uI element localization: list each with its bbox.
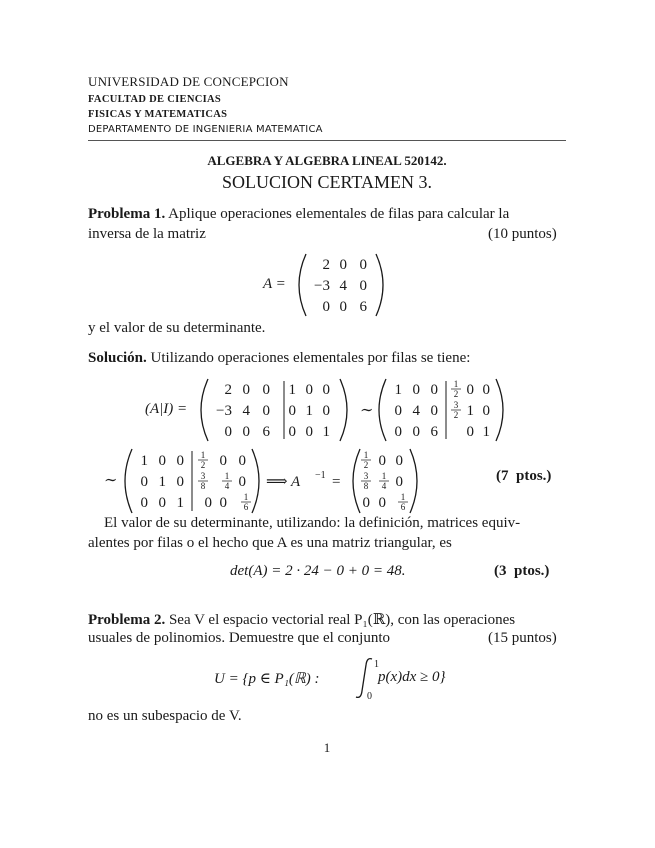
svg-text:2: 2 xyxy=(453,410,459,420)
svg-text:0: 0 xyxy=(482,403,490,419)
solution-label: Solución. xyxy=(88,350,147,366)
problem2-text: Sea V el espacio vectorial real P₁(ℝ), con las operaciones xyxy=(168,612,516,628)
integral-lower: 0 xyxy=(367,691,372,701)
svg-text:0: 0 xyxy=(362,495,370,511)
svg-text:1: 1 xyxy=(363,450,369,460)
svg-text:0: 0 xyxy=(394,403,402,419)
svg-text:0: 0 xyxy=(466,382,474,398)
implies-a: ⟹ A xyxy=(266,474,301,490)
problem2-points: (15 puntos) xyxy=(488,630,557,646)
svg-text:0: 0 xyxy=(378,495,386,511)
svg-text:3: 3 xyxy=(453,400,459,410)
svg-text:0: 0 xyxy=(262,382,270,398)
matrix-a-svg xyxy=(250,250,400,320)
svg-text:6: 6 xyxy=(262,424,270,440)
tilde-symbol: ∼ xyxy=(360,402,374,419)
svg-text:1: 1 xyxy=(224,471,230,481)
svg-text:1: 1 xyxy=(243,492,249,502)
problem1-line2: inversa de la matriz xyxy=(88,226,206,242)
set-right: p(x)dx ≥ 0} xyxy=(378,669,446,685)
augmented-row2-svg xyxy=(100,445,430,517)
aug2-left-paren xyxy=(379,379,386,441)
svg-text:4: 4 xyxy=(381,481,387,491)
problem1-points: (10 puntos) xyxy=(488,226,557,242)
svg-text:6: 6 xyxy=(430,424,438,440)
svg-text:0: 0 xyxy=(430,403,438,419)
svg-text:0: 0 xyxy=(176,453,184,469)
problem2-line1 xyxy=(88,610,515,629)
det-formula: det(A) = 2 · 24 − 0 + 0 = 48. xyxy=(230,563,406,579)
svg-text:0: 0 xyxy=(158,495,166,511)
svg-text:1: 1 xyxy=(200,450,206,460)
svg-text:0: 0 xyxy=(482,382,490,398)
det-points xyxy=(494,563,549,580)
matrix-a-label: A = xyxy=(263,276,286,292)
svg-text:0: 0 xyxy=(322,382,330,398)
page-number: 1 xyxy=(323,740,331,755)
problem2-after: no es un subespacio de V. xyxy=(88,708,242,724)
svg-text:1: 1 xyxy=(158,474,166,490)
svg-text:0: 0 xyxy=(395,453,403,469)
svg-text:0: 0 xyxy=(238,453,246,469)
svg-text:0: 0 xyxy=(219,495,227,511)
solution-text: Utilizando operaciones elementales por filas se tiene: xyxy=(150,350,471,366)
det-line1: El valor de su determinante, utilizando: la definición, matrices equiv- xyxy=(104,515,521,531)
equals-sign: = xyxy=(332,474,341,490)
svg-text:2: 2 xyxy=(363,460,369,470)
svg-text:1: 1 xyxy=(400,492,406,502)
svg-text:0: 0 xyxy=(262,403,270,419)
aug1-left-paren xyxy=(201,379,208,441)
svg-text:0: 0 xyxy=(140,495,148,511)
svg-text:0: 0 xyxy=(305,424,313,440)
svg-text:−3: −3 xyxy=(216,403,232,419)
svg-text:1: 1 xyxy=(482,424,490,440)
svg-text:0: 0 xyxy=(158,453,166,469)
svg-text:0: 0 xyxy=(288,424,296,440)
svg-text:0: 0 xyxy=(288,403,296,419)
svg-text:4: 4 xyxy=(412,403,420,419)
svg-text:0: 0 xyxy=(238,474,246,490)
problem1-line1 xyxy=(88,206,509,223)
augmented-row1-svg xyxy=(140,375,510,445)
points-word: ptos.) xyxy=(516,468,552,484)
faculty-name: FACULTAD DE CIENCIAS xyxy=(88,94,221,105)
svg-text:0: 0 xyxy=(219,453,227,469)
svg-text:3: 3 xyxy=(200,471,206,481)
set-left: U = {p ∈ P₁(ℝ) : xyxy=(214,671,320,687)
matrix-a-cell: 4 xyxy=(339,278,347,294)
inverse-right-paren xyxy=(410,449,417,513)
svg-text:3: 3 xyxy=(363,471,369,481)
problem1-after: y el valor de su determinante. xyxy=(88,320,266,336)
matrix-a-cell: 6 xyxy=(359,299,367,315)
svg-text:1: 1 xyxy=(305,403,313,419)
svg-text:0: 0 xyxy=(242,424,250,440)
aug3-left-paren xyxy=(125,449,132,513)
course-title: ALGEBRA Y ALGEBRA LINEAL 520142. xyxy=(207,153,447,168)
matrix-a-cell: 0 xyxy=(359,278,367,294)
svg-text:1: 1 xyxy=(381,471,387,481)
svg-text:0: 0 xyxy=(394,424,402,440)
matrix-a-cell: 0 xyxy=(359,257,367,273)
problem2-label: Problema 2. xyxy=(88,612,166,628)
exam-title: SOLUCION CERTAMEN 3. xyxy=(222,172,432,192)
svg-text:0: 0 xyxy=(412,424,420,440)
problem1-text: Aplique operaciones elementales de filas para calcular la xyxy=(168,206,510,222)
svg-text:0: 0 xyxy=(412,382,420,398)
aug-label: (A|I) = xyxy=(145,401,188,417)
matrix-a-right-paren xyxy=(376,254,383,316)
svg-text:0: 0 xyxy=(322,403,330,419)
university-name: UNIVERSIDAD DE CONCEPCION xyxy=(88,74,289,89)
inverse-exponent: −1 xyxy=(315,470,326,481)
problem2-line2: usuales de polinomios. Demuestre que el conjunto xyxy=(88,630,391,646)
svg-text:0: 0 xyxy=(140,474,148,490)
integral-upper: 1 xyxy=(374,659,379,670)
svg-text:0: 0 xyxy=(430,382,438,398)
matrix-a-cell: 0 xyxy=(322,299,330,315)
tilde-symbol-2: ∼ xyxy=(104,472,118,489)
svg-text:1: 1 xyxy=(453,379,459,389)
svg-text:8: 8 xyxy=(363,481,369,491)
aug3-right-paren xyxy=(252,449,259,513)
matrix-a-cell: −3 xyxy=(314,278,330,294)
aug1-right-paren xyxy=(340,379,347,441)
svg-text:1: 1 xyxy=(140,453,148,469)
svg-text:4: 4 xyxy=(242,403,250,419)
det-line2: alentes por filas o el hecho que A es una matriz triangular, es xyxy=(88,535,452,551)
svg-text:0: 0 xyxy=(224,424,232,440)
points-number: (7 xyxy=(496,468,509,484)
svg-text:1: 1 xyxy=(288,382,296,398)
svg-text:1: 1 xyxy=(322,424,330,440)
problem1-label: Problema 1. xyxy=(88,206,166,222)
matrix-a-cell: 0 xyxy=(339,299,347,315)
aug2-right-paren xyxy=(496,379,503,441)
svg-text:0: 0 xyxy=(242,382,250,398)
svg-text:1: 1 xyxy=(466,403,474,419)
svg-text:0: 0 xyxy=(204,495,212,511)
matrix-a-cell: 2 xyxy=(322,257,330,273)
matrix-a-cell: 0 xyxy=(339,257,347,273)
solution1-points xyxy=(496,468,551,485)
svg-text:0: 0 xyxy=(395,474,403,490)
svg-text:6: 6 xyxy=(400,502,406,512)
department-name: DEPARTAMENTO DE INGENIERIA MATEMATICA xyxy=(88,124,323,135)
svg-text:8: 8 xyxy=(200,481,206,491)
inverse-left-paren xyxy=(353,449,360,513)
header-divider xyxy=(88,140,566,141)
svg-text:6: 6 xyxy=(243,502,249,512)
svg-text:1: 1 xyxy=(394,382,402,398)
svg-text:2: 2 xyxy=(200,460,206,470)
svg-text:0: 0 xyxy=(305,382,313,398)
svg-text:1: 1 xyxy=(176,495,184,511)
det-points-word: ptos.) xyxy=(514,563,550,579)
faculty-name-2: FISICAS Y MATEMATICAS xyxy=(88,109,228,120)
svg-text:2: 2 xyxy=(224,382,232,398)
det-points-number: (3 xyxy=(494,563,507,579)
matrix-a-left-paren xyxy=(299,254,306,316)
svg-text:0: 0 xyxy=(176,474,184,490)
svg-text:0: 0 xyxy=(466,424,474,440)
svg-text:2: 2 xyxy=(453,389,459,399)
svg-text:4: 4 xyxy=(224,481,230,491)
solution1-line xyxy=(88,350,470,367)
svg-text:0: 0 xyxy=(378,453,386,469)
